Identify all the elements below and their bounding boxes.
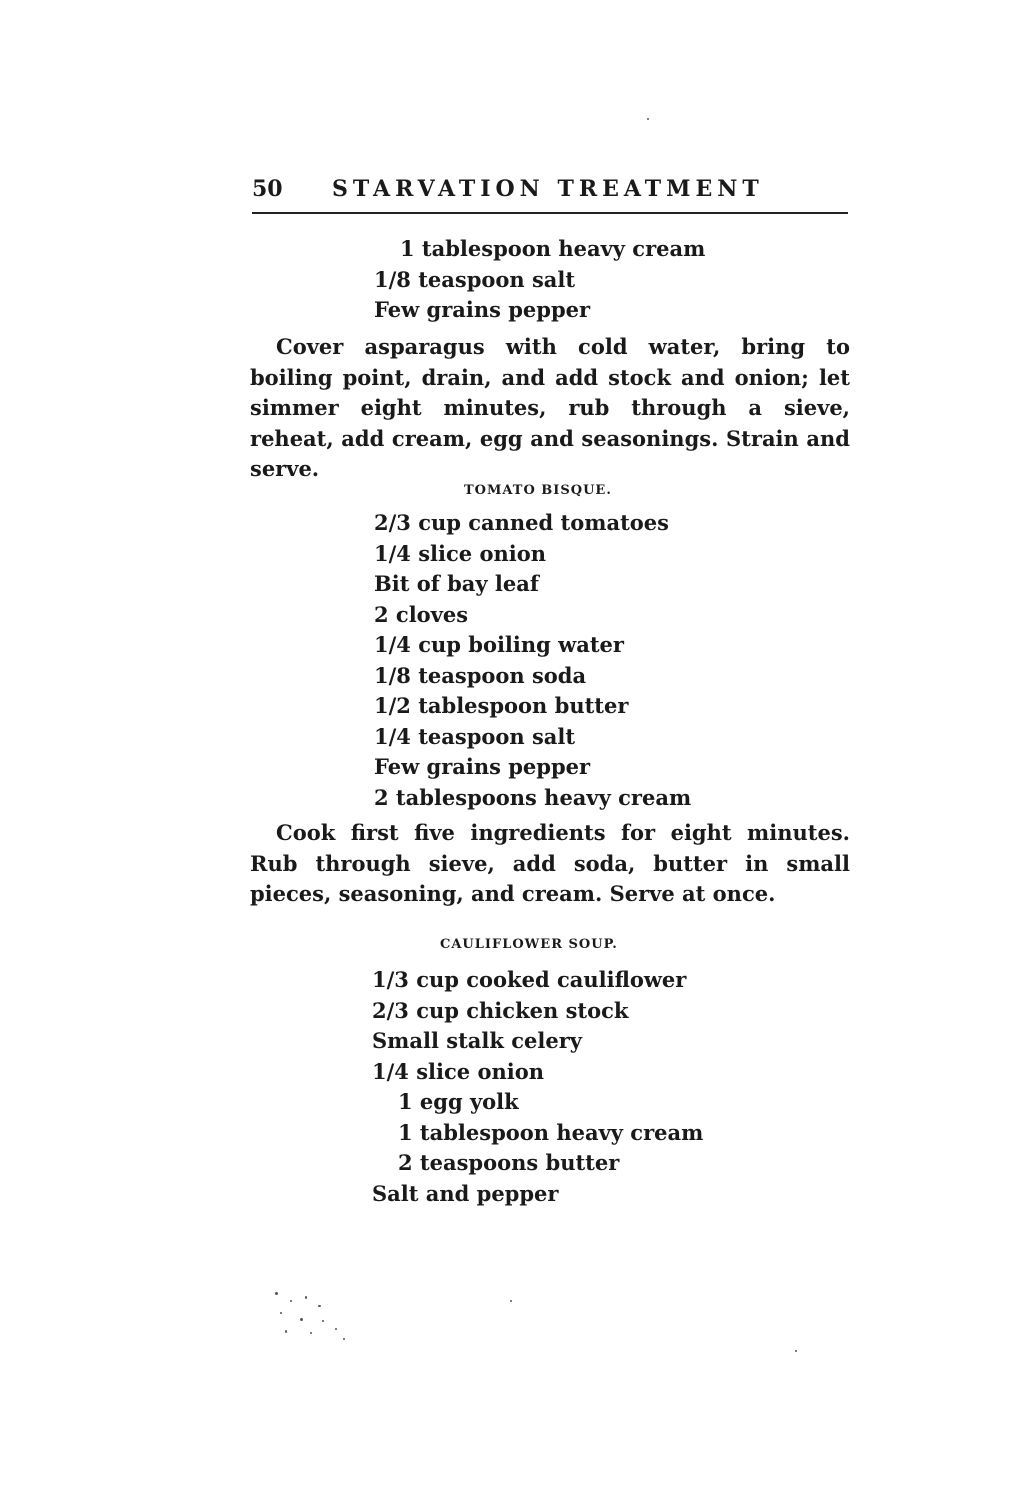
ingredient-item: 1/2 tablespoon butter <box>374 693 629 718</box>
ingredient-item: Bit of bay leaf <box>374 571 539 596</box>
ingredient-item: 2/3 cup chicken stock <box>372 997 629 1023</box>
ingredient-item: 1 tablespoon heavy cream <box>398 1119 704 1145</box>
ingredient-item: 1/4 slice onion <box>372 1058 544 1084</box>
ingredient-item: 1/3 cup cooked cauliflower <box>372 967 687 992</box>
continued-ingredient-list <box>374 234 705 326</box>
tomato-bisque-directions: Cook first five ingredients for eight minutes. Rub through sieve, add soda, butter in small pieces, seasoning, and cream. Serve at once. <box>250 820 850 906</box>
ingredient-item: Few grains pepper <box>374 754 591 779</box>
ingredient-item: Few grains pepper <box>374 297 591 322</box>
cauliflower-soup-ingredient-list <box>372 965 703 1209</box>
continued-directions: Cover asparagus with cold water, bring to boiling point, drain, and add stock and onion; let simmer eight minutes, rub through a sieve, reheat, add cream, egg and seasonings. Strain and serve. <box>250 334 850 481</box>
page-number: 50 <box>252 176 283 202</box>
ingredient-item: 1/4 cup boiling water <box>374 632 624 657</box>
ingredient-item: 1/8 teaspoon salt <box>374 266 576 292</box>
tomato-bisque-ingredient-list <box>374 508 691 813</box>
recipe-title-tomato-bisque: TOMATO BISQUE. <box>464 483 612 498</box>
ingredient-item: 1 tablespoon heavy cream <box>400 236 706 261</box>
ingredient-item: 1/8 teaspoon soda <box>374 662 587 688</box>
ingredient-item: 1/4 slice onion <box>374 540 546 566</box>
ingredient-item: 2 tablespoons heavy cream <box>374 784 692 810</box>
ingredient-item: 2/3 cup canned tomatoes <box>374 510 669 535</box>
ingredient-item: Salt and pepper <box>372 1180 559 1206</box>
ingredient-item: Small stalk celery <box>372 1028 582 1053</box>
ingredient-item: 2 teaspoons butter <box>398 1150 620 1175</box>
running-title: STARVATION TREATMENT <box>332 176 764 202</box>
page-header <box>252 176 848 214</box>
ingredient-item: 2 cloves <box>374 601 469 627</box>
ingredient-item: 1/4 teaspoon salt <box>374 723 576 749</box>
recipe-title-cauliflower-soup: CAULIFLOWER SOUP. <box>440 937 618 952</box>
ingredient-item: 1 egg yolk <box>398 1089 519 1114</box>
